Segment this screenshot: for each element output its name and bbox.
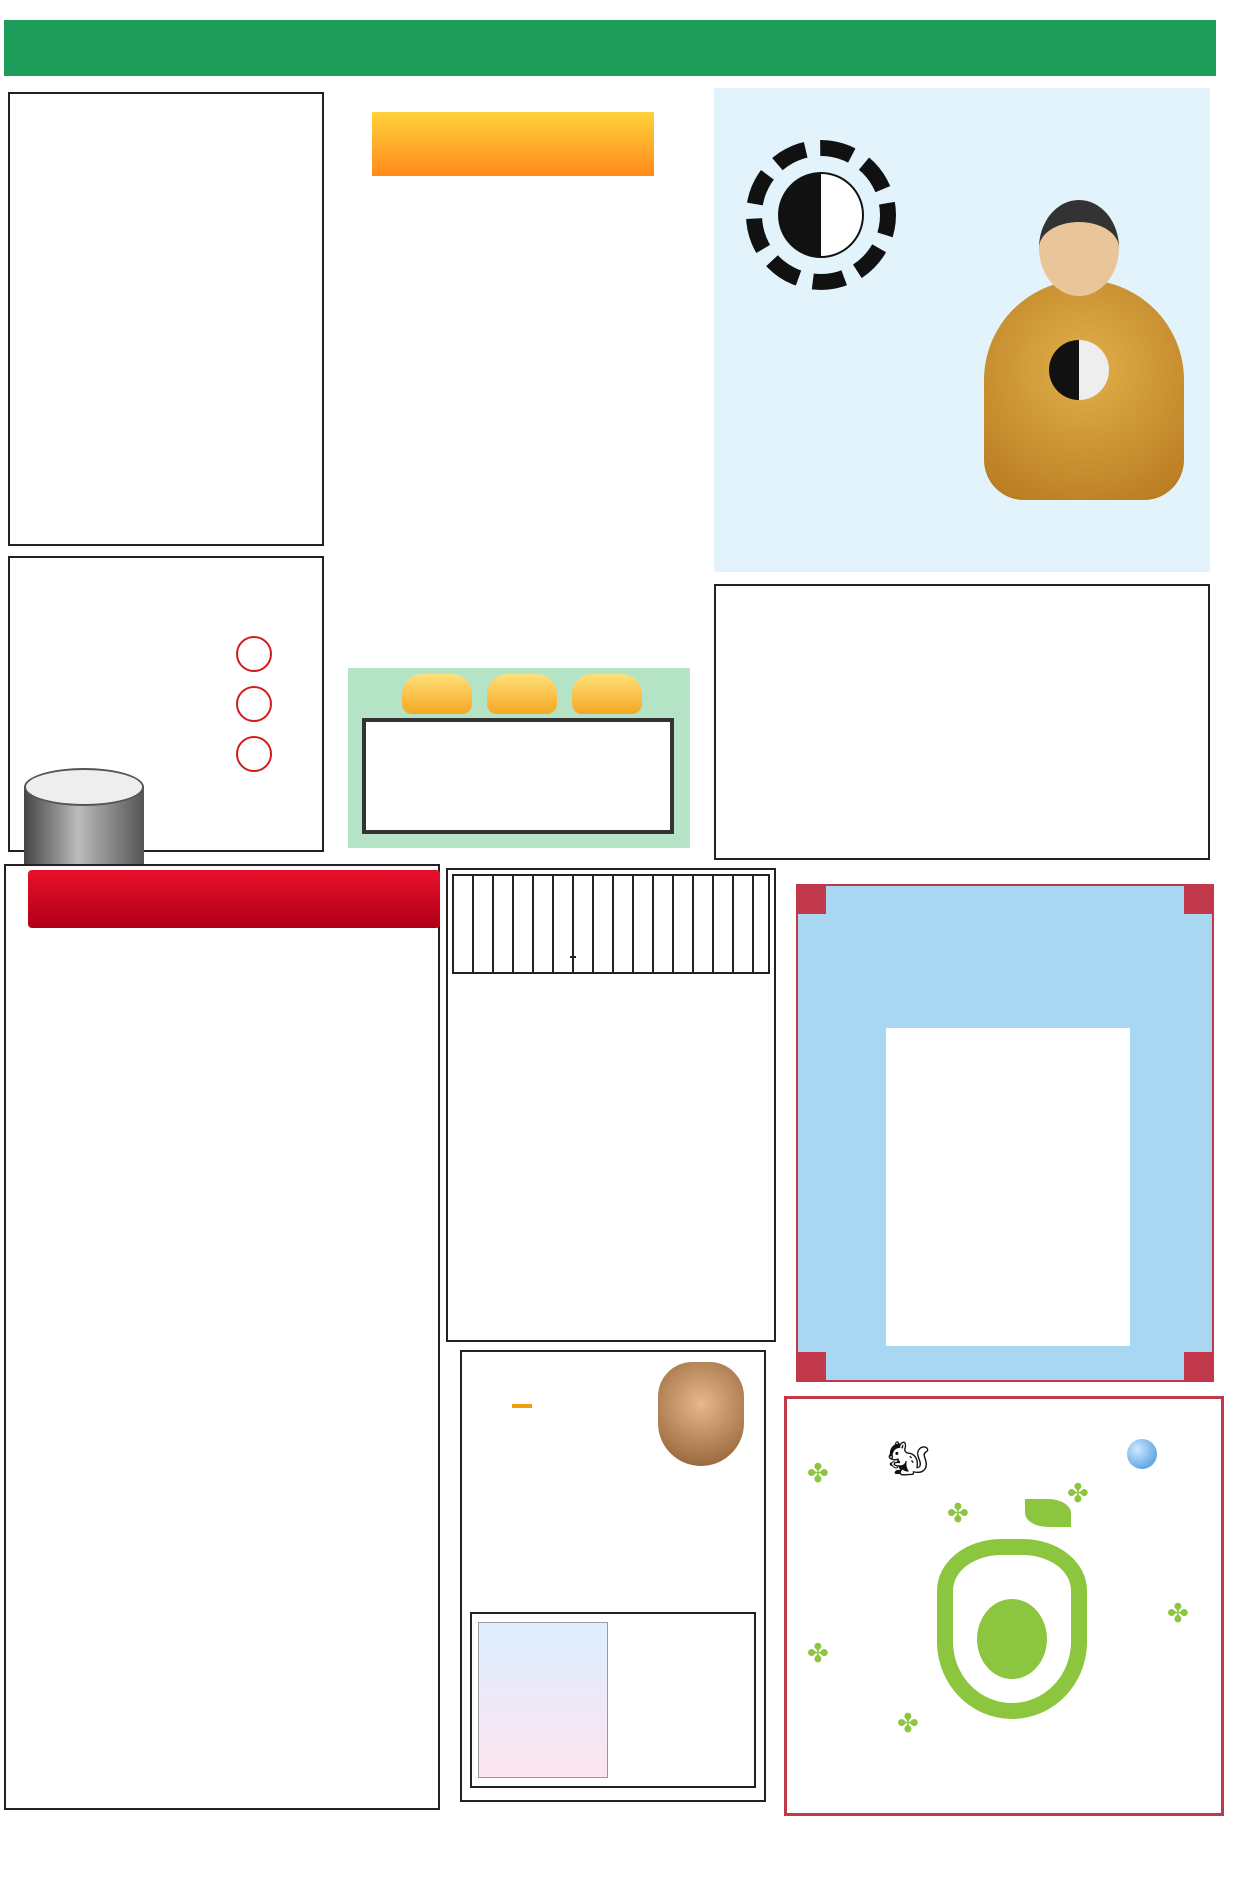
pear-icon xyxy=(937,1499,1087,1719)
abacus-icon xyxy=(362,718,674,834)
sage-figure xyxy=(964,200,1204,510)
poem-panel xyxy=(8,92,324,546)
footer-decoration xyxy=(0,1862,1237,1880)
ring-number xyxy=(236,686,272,722)
abacus-title-char xyxy=(572,674,642,714)
ad-inner-box xyxy=(470,1612,756,1788)
horse-head-icon xyxy=(658,1362,744,1466)
squirrel-icon: 🐿 xyxy=(887,1439,931,1479)
ad-thumbnail xyxy=(478,1622,608,1778)
corner-square xyxy=(1184,886,1212,914)
ring-number xyxy=(236,736,272,772)
nine-palace-panel xyxy=(8,556,324,852)
zhouyi-header xyxy=(452,874,770,974)
abacus-panel xyxy=(348,668,690,848)
zodiac-title xyxy=(28,870,440,928)
macau-result-text xyxy=(0,20,1237,76)
abacus-title xyxy=(402,674,642,714)
puzzle-panel xyxy=(796,884,1214,1382)
analysis-panel xyxy=(714,584,1210,860)
ad-subtitle xyxy=(512,1404,532,1408)
corner-square xyxy=(1184,1352,1212,1380)
puzzle-grid xyxy=(886,1028,1130,1346)
nine-palace-text xyxy=(50,566,242,766)
three-doors-panel: ✤ ✤ ✤ ✤ ✤ ✤ 🐿 xyxy=(784,1396,1224,1816)
ring-number xyxy=(236,636,272,672)
corner-square xyxy=(798,1352,826,1380)
blue-ball-icon xyxy=(1127,1439,1157,1469)
taiji-icon xyxy=(778,172,864,258)
abacus-title-char xyxy=(487,674,557,714)
newspaper-ad xyxy=(460,1350,766,1802)
corner-square xyxy=(798,886,826,914)
zhouyi-text xyxy=(462,988,764,1334)
horse-club-banner xyxy=(372,112,654,176)
abacus-title-char xyxy=(402,674,472,714)
zhouyi-stamp xyxy=(570,956,576,958)
poem-grid xyxy=(30,200,306,530)
zodiac-panel xyxy=(4,864,440,1810)
ring-numbers xyxy=(236,636,276,772)
zhouyi-panel xyxy=(446,868,776,1342)
tong-character xyxy=(428,230,608,390)
